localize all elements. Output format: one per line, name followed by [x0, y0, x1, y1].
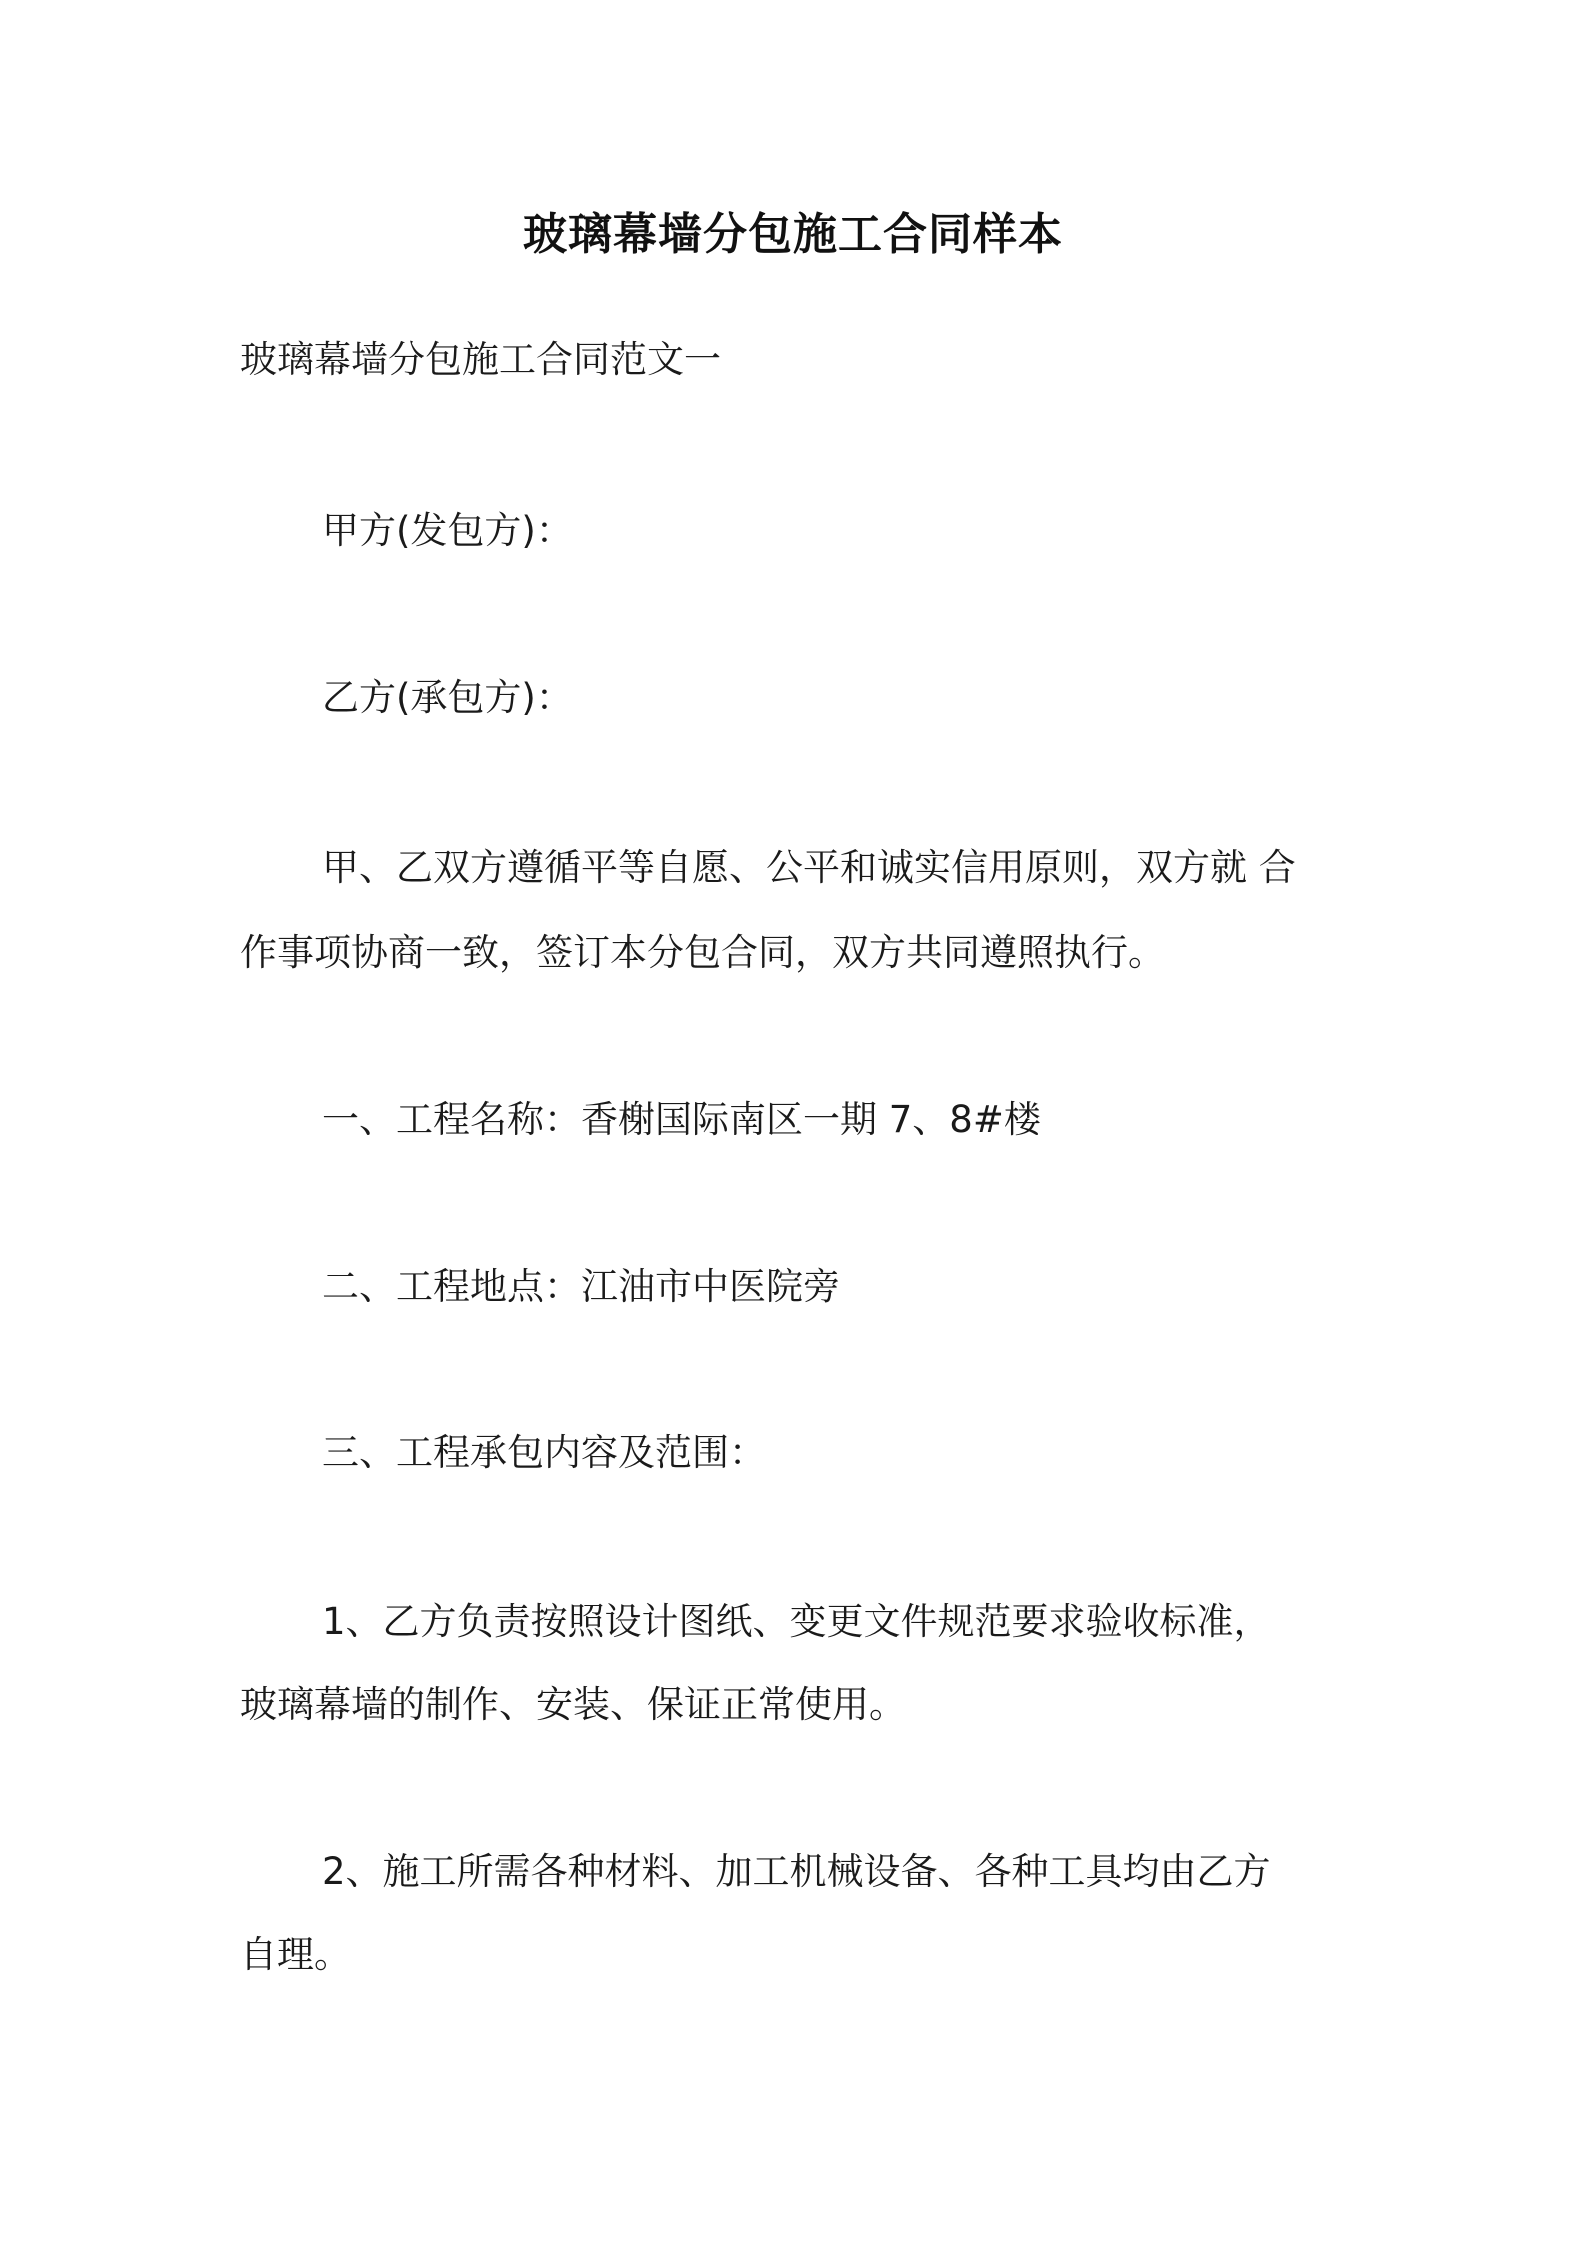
clause-1-line-2: 玻璃幕墙的制作、安装、保证正常使用。: [240, 1683, 906, 1726]
party-a-line: 甲方(发包方)：: [322, 509, 573, 552]
contract-subtitle: 玻璃幕墙分包施工合同范文一: [240, 338, 721, 381]
clause-1-line-1: 1、乙方负责按照设计图纸、变更文件规范要求验收标准，: [322, 1600, 1271, 1643]
intro-paragraph-line-1: 甲、乙双方遵循平等自愿、公平和诚实信用原则，双方就 合: [322, 846, 1296, 889]
project-location-item: 二、工程地点：江油市中医院旁: [322, 1265, 840, 1308]
intro-paragraph-line-2: 作事项协商一致，签订本分包合同，双方共同遵照执行。: [240, 931, 1165, 974]
clause-2-line-1: 2、施工所需各种材料、加工机械设备、各种工具均由乙方: [322, 1850, 1271, 1893]
clause-2-line-2: 自理。: [240, 1933, 351, 1976]
project-scope-item: 三、工程承包内容及范围：: [322, 1431, 766, 1474]
project-name-item: 一、工程名称：香榭国际南区一期 7、8#楼: [322, 1098, 1041, 1141]
document-title: 玻璃幕墙分包施工合同样本: [523, 209, 1063, 260]
party-b-line: 乙方(承包方)：: [322, 676, 573, 719]
